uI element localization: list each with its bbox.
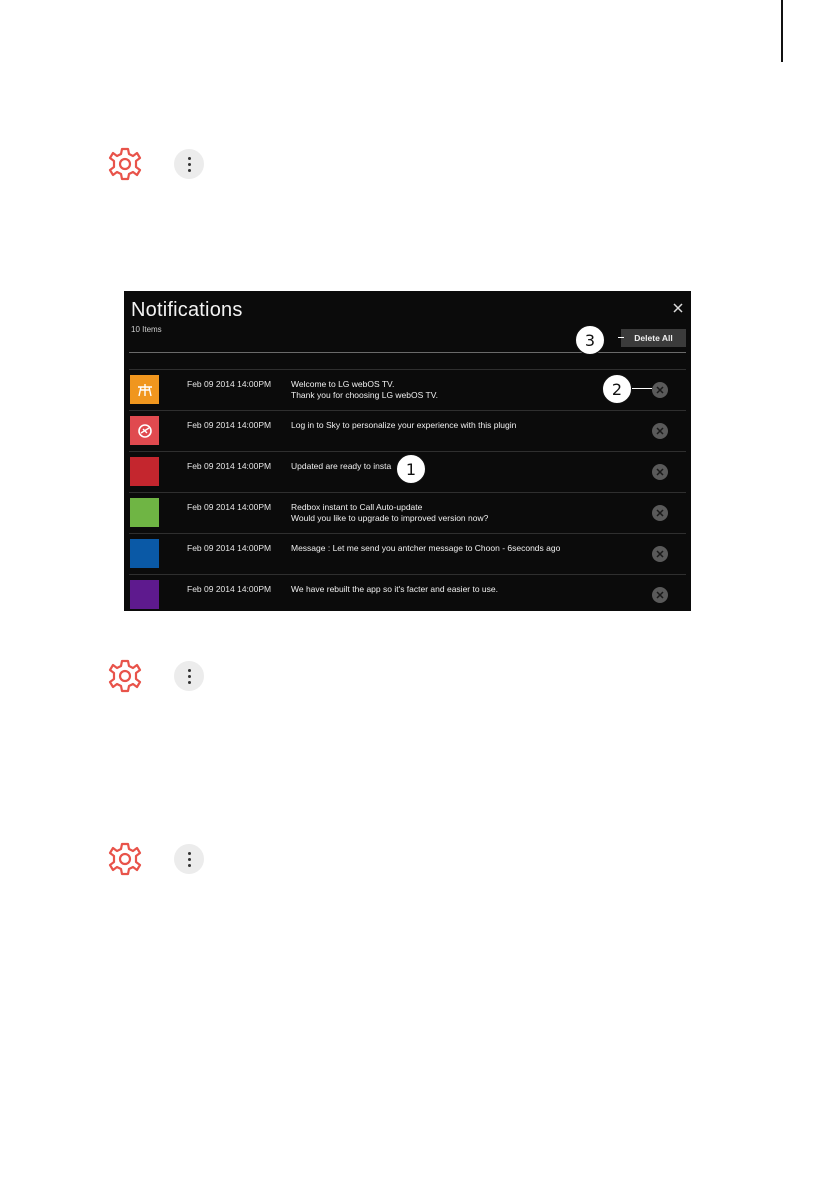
dismiss-icon[interactable]	[652, 423, 668, 439]
close-icon[interactable]	[670, 300, 686, 316]
notification-line: Log in to Sky to personalize your experience with this plugin	[291, 420, 517, 430]
notification-date: Feb 09 2014 14:00PM	[187, 543, 272, 553]
dismiss-icon[interactable]	[652, 587, 668, 603]
notification-row[interactable]	[124, 492, 691, 533]
notification-line: Would you like to upgrade to improved version now?	[291, 513, 489, 523]
page-edge-rule	[781, 0, 783, 62]
settings-icon-row	[108, 147, 142, 181]
dismiss-icon[interactable]	[652, 464, 668, 480]
more-vertical-icon[interactable]	[174, 661, 204, 691]
notification-line: Redbox instant to Call Auto-update	[291, 502, 423, 512]
row-divider	[129, 574, 686, 575]
notification-line: Thank you for choosing LG webOS TV.	[291, 390, 438, 400]
notification-message	[291, 584, 498, 595]
notification-row[interactable]	[124, 410, 691, 451]
dismiss-icon[interactable]	[652, 546, 668, 562]
delete-all-button[interactable]: Delete All	[621, 329, 686, 347]
row-divider	[129, 451, 686, 452]
notification-thumbnail	[130, 580, 159, 609]
gear-icon[interactable]	[108, 659, 142, 693]
panel-title: Notifications	[131, 299, 243, 321]
notification-date: Feb 09 2014 14:00PM	[187, 461, 272, 471]
callout-1: 1	[396, 454, 426, 484]
sky-logo-icon	[137, 423, 153, 439]
notification-line: Updated are ready to insta	[291, 461, 392, 471]
notification-row[interactable]	[124, 533, 691, 574]
settings-icon-row	[108, 659, 142, 693]
row-divider	[129, 492, 686, 493]
dismiss-icon[interactable]	[652, 382, 668, 398]
notification-message	[291, 379, 438, 401]
gear-icon[interactable]	[108, 147, 142, 181]
callout-pointer	[618, 337, 624, 338]
header-divider	[129, 352, 686, 353]
more-vertical-icon[interactable]	[174, 844, 204, 874]
notification-message	[291, 502, 488, 524]
gear-icon[interactable]	[108, 842, 142, 876]
notifications-panel	[124, 291, 691, 611]
callout-3: 3	[575, 325, 605, 355]
antenna-icon	[136, 383, 154, 397]
notification-line: Welcome to LG webOS TV.	[291, 379, 395, 389]
item-count: 10 Items	[131, 325, 162, 334]
notification-line: Message : Let me send you antcher message to Choon - 6seconds ago	[291, 543, 561, 553]
notification-date: Feb 09 2014 14:00PM	[187, 420, 272, 430]
notification-date: Feb 09 2014 14:00PM	[187, 584, 272, 594]
notification-message	[291, 543, 560, 554]
settings-icon-row	[108, 842, 142, 876]
notification-thumbnail	[130, 498, 159, 527]
notification-message	[291, 461, 391, 472]
callout-2: 2	[602, 374, 632, 404]
notification-message	[291, 420, 516, 431]
callout-pointer	[632, 388, 652, 389]
notification-thumbnail	[130, 416, 159, 445]
row-divider	[129, 410, 686, 411]
row-divider	[129, 369, 686, 370]
row-divider	[129, 533, 686, 534]
notification-line: We have rebuilt the app so it's facter and easier to use.	[291, 584, 499, 594]
notification-date: Feb 09 2014 14:00PM	[187, 379, 272, 389]
notification-thumbnail	[130, 457, 159, 486]
notification-thumbnail	[130, 539, 159, 568]
notification-thumbnail	[130, 375, 159, 404]
notification-row[interactable]	[124, 574, 691, 611]
notification-date: Feb 09 2014 14:00PM	[187, 502, 272, 512]
dismiss-icon[interactable]	[652, 505, 668, 521]
more-vertical-icon[interactable]	[174, 149, 204, 179]
